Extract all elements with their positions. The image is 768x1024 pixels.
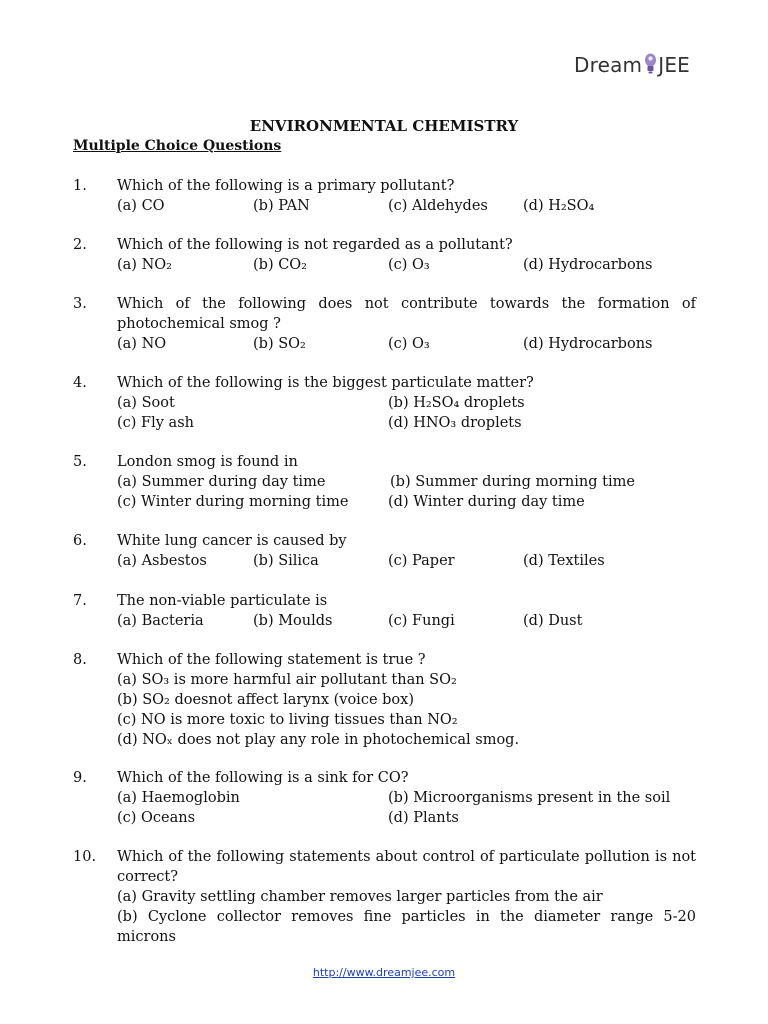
option-a: (a) Soot (117, 395, 175, 411)
question-text: White lung cancer is caused by (117, 533, 347, 549)
option-c: (c) Aldehydes (388, 198, 488, 214)
question-number: 6. (73, 533, 87, 549)
option-d: (d) Hydrocarbons (523, 336, 653, 352)
question-number: 4. (73, 375, 87, 391)
option-c: (c) Paper (388, 553, 455, 569)
option-a: (a) CO (117, 198, 165, 214)
question-number: 8. (73, 652, 87, 668)
question-text: Which of the following statements about control of particulate pollution is not correct? (117, 849, 696, 885)
option-b: (b) Microorganisms present in the soil (388, 790, 671, 806)
option-c: (c) O₃ (388, 336, 430, 352)
option-c: (c) NO is more toxic to living tissues than NO₂ (117, 712, 458, 728)
question-number: 1. (73, 178, 87, 194)
question-number: 5. (73, 454, 87, 470)
option-a: (a) Asbestos (117, 553, 207, 569)
option-a: (a) NO₂ (117, 257, 172, 273)
option-b: (b) Summer during morning time (390, 474, 635, 490)
option-c: (c) Fly ash (117, 415, 194, 431)
option-d: (d) Textiles (523, 553, 605, 569)
option-b: (b) PAN (253, 198, 310, 214)
question-text: Which of the following is a primary pollutant? (117, 178, 455, 194)
option-c: (c) Fungi (388, 613, 455, 629)
section-subtitle: Multiple Choice Questions (73, 138, 282, 154)
question-number: 10. (73, 849, 97, 865)
option-b: (b) Silica (253, 553, 319, 569)
logo-text-jee: JEE (658, 53, 691, 77)
question-text: London smog is found in (117, 454, 298, 470)
question-number: 3. (73, 296, 87, 312)
option-b: (b) SO₂ doesnot affect larynx (voice box) (117, 692, 414, 708)
page-title: ENVIRONMENTAL CHEMISTRY (249, 117, 519, 135)
option-c: (c) O₃ (388, 257, 430, 273)
bulb-icon (644, 51, 657, 77)
option-d: (d) H₂SO₄ (523, 198, 595, 214)
option-b: (b) SO₂ (253, 336, 306, 352)
footer-link[interactable]: http://www.dreamjee.com (312, 966, 456, 979)
option-d: (d) NOₓ does not play any role in photochemical smog. (117, 732, 520, 748)
question-text: Which of the following is a sink for CO? (117, 770, 409, 786)
question-text: Which of the following is the biggest particulate matter? (117, 375, 534, 391)
option-b: (b) H₂SO₄ droplets (388, 395, 525, 411)
logo-text-dream: Dream (574, 53, 643, 77)
question-number: 9. (73, 770, 87, 786)
option-a: (a) NO (117, 336, 167, 352)
question-text: Which of the following does not contribute towards the formation of photochemical smog ? (117, 296, 696, 332)
question-text: Which of the following is not regarded as a pollutant? (117, 237, 513, 253)
dreamjee-logo (574, 50, 690, 80)
option-b: (b) Moulds (253, 613, 333, 629)
option-a: (a) Haemoglobin (117, 790, 240, 806)
option-a: (a) Gravity settling chamber removes larger particles from the air (117, 889, 603, 905)
footer (0, 966, 768, 979)
option-a: (a) SO₃ is more harmful air pollutant than SO₂ (117, 672, 457, 688)
question-text: Which of the following statement is true ? (117, 652, 426, 668)
option-a: (a) Summer during day time (117, 474, 326, 490)
option-d: (d) Hydrocarbons (523, 257, 653, 273)
question-number: 7. (73, 593, 87, 609)
option-c: (c) Oceans (117, 810, 196, 826)
question-number: 2. (73, 237, 87, 253)
option-d: (d) Dust (523, 613, 583, 629)
option-a: (a) Bacteria (117, 613, 204, 629)
option-b: (b) CO₂ (253, 257, 307, 273)
option-d: (d) HNO₃ droplets (388, 415, 522, 431)
option-d: (d) Plants (388, 810, 459, 826)
question-text: The non-viable particulate is (117, 593, 328, 609)
option-b: (b) Cyclone collector removes fine particles in the diameter range 5-20 microns (117, 909, 696, 945)
option-d: (d) Winter during day time (388, 494, 585, 510)
option-c: (c) Winter during morning time (117, 494, 349, 510)
